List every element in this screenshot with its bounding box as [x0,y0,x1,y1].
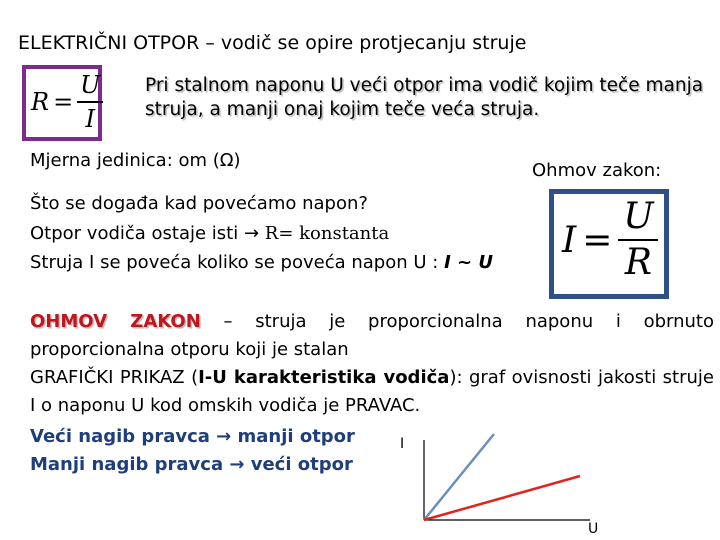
ohm-law-definition: – struja je proporcionalna naponu i obrnuto proporcionalna otporu koji je stalan [30,311,714,360]
fraction [77,73,103,131]
graph-description-lead: GRAFIČKI PRIKAZ ( [30,367,199,388]
unit-line: Mjerna jedinica: om (Ω) [30,150,241,171]
fraction [618,196,658,283]
ohm-law-term: OHMOV ZAKON [30,311,201,332]
fraction-numerator: U [80,71,101,99]
steep-line [424,434,494,520]
iu-graph [390,428,630,538]
x-axis-label: U [588,521,599,537]
graph-description-bold: I-U karakteristika vodiča [198,367,450,388]
formula-eq: = [53,88,74,116]
page-title: ELEKTRIČNI OTPOR – vodič se opire protjecanju struje [18,32,527,54]
fraction-denominator: I [85,105,95,133]
resistance-note: Pri stalnom naponu U veći otpor ima vodič kojim teče manja struja, a manji onaj kojim teče veća struja. [145,75,704,120]
formula-lhs: I [562,219,577,261]
bullet-steeper-slope: Veći nagib pravca → manji otpor [30,426,355,447]
line-text: Struja I se poveća koliko se poveća napon U : [30,252,445,273]
formula-lhs: R [31,88,50,116]
shallow-line [424,476,580,520]
ohm-law-formula-box [549,189,669,299]
resistance-constant-line [30,223,389,244]
fraction-denominator: R [624,242,652,283]
resistance-formula-box [22,65,102,141]
ohm-law-label: Ohmov zakon: [532,160,662,181]
y-axis-label: I [400,436,405,452]
fraction-bar [618,239,658,241]
ohm-law-formula [562,196,658,283]
formula-eq: = [582,219,613,261]
fraction-numerator: U [623,196,654,237]
question-line: Što se događa kad povećamo napon? [30,193,368,214]
fraction-bar [77,101,103,103]
ohm-law-paragraph [30,308,714,420]
bullet-shallower-slope: Manji nagib pravca → veći otpor [30,454,353,475]
resistance-formula [31,73,103,131]
line-text: Otpor vodiča ostaje isti → [30,223,265,244]
current-increase-line [30,252,493,273]
line-expression: I ~ U [444,252,493,273]
line-expression: R= konstanta [264,223,390,244]
graph-description-rest: ): graf ovisnosti jakosti struje I o naponu U kod omskih vodiča je PRAVAC. [30,367,714,416]
